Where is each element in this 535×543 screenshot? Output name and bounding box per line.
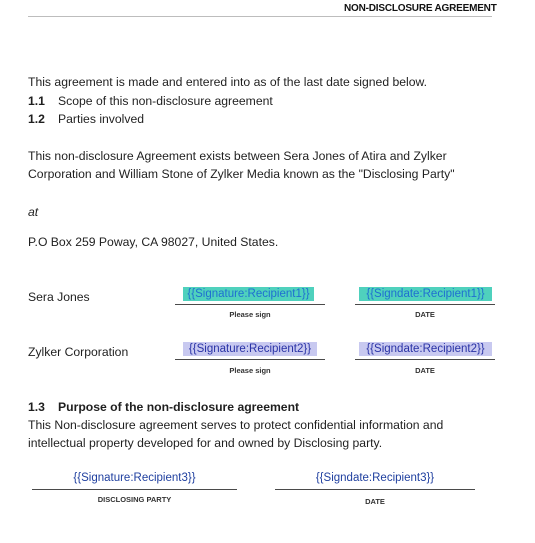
at-label: at: [28, 205, 39, 219]
header-rule: [28, 16, 492, 17]
section-number: 1.3: [28, 400, 45, 414]
section-number: 1.2: [28, 112, 45, 126]
signer-name-zylker-corporation: Zylker Corporation: [28, 345, 129, 359]
section-number: 1.1: [28, 94, 45, 108]
section-1-2: [28, 110, 144, 129]
document-header-title: NON-DISCLOSURE AGREEMENT: [344, 3, 497, 14]
section-heading: Purpose of the non-disclosure agreement: [58, 400, 300, 414]
date-line: [355, 359, 495, 360]
signature-line: [32, 489, 237, 490]
signature-field-recipient2[interactable]: {{Signature:Recipient2}}: [183, 342, 317, 356]
date-line: [275, 489, 475, 490]
section-1-3-heading: [28, 398, 299, 417]
parties-paragraph-line-2: Corporation and William Stone of Zylker Media known as the "Disclosing Party": [28, 167, 455, 181]
signature-line: [175, 359, 325, 360]
please-sign-caption: Please sign: [229, 366, 271, 375]
signature-field-recipient1[interactable]: {{Signature:Recipient1}}: [183, 287, 314, 301]
signature-line: [175, 304, 325, 305]
disclosing-party-caption: DISCLOSING PARTY: [97, 495, 172, 504]
signer-name-sera-jones: Sera Jones: [28, 290, 90, 304]
section-label: Parties involved: [58, 112, 145, 126]
signdate-field-recipient3[interactable]: {{Signdate:Recipient3}}: [315, 472, 435, 484]
section-label: Scope of this non-disclosure agreement: [58, 94, 273, 108]
purpose-line-1: This Non-disclosure agreement serves to protect confidential information and: [28, 418, 444, 432]
purpose-line-2: intellectual property developed for and owned by Disclosing party.: [28, 436, 383, 450]
parties-paragraph-line-1: This non-disclosure Agreement exists between Sera Jones of Atira and Zylker: [28, 149, 447, 163]
date-caption: DATE: [415, 366, 435, 375]
date-line: [355, 304, 495, 305]
section-1-1: [28, 92, 273, 111]
date-caption: DATE: [365, 497, 385, 506]
signature-field-recipient3[interactable]: {{Signature:Recipient3}}: [73, 472, 196, 484]
date-caption: DATE: [415, 310, 435, 319]
please-sign-caption: Please sign: [229, 310, 271, 319]
address-text: P.O Box 259 Poway, CA 98027, United States.: [28, 235, 279, 249]
intro-text: This agreement is made and entered into as of the last date signed below.: [28, 75, 428, 89]
signdate-field-recipient1[interactable]: {{Signdate:Recipient1}}: [359, 287, 492, 301]
signdate-field-recipient2[interactable]: {{Signdate:Recipient2}}: [359, 342, 492, 356]
